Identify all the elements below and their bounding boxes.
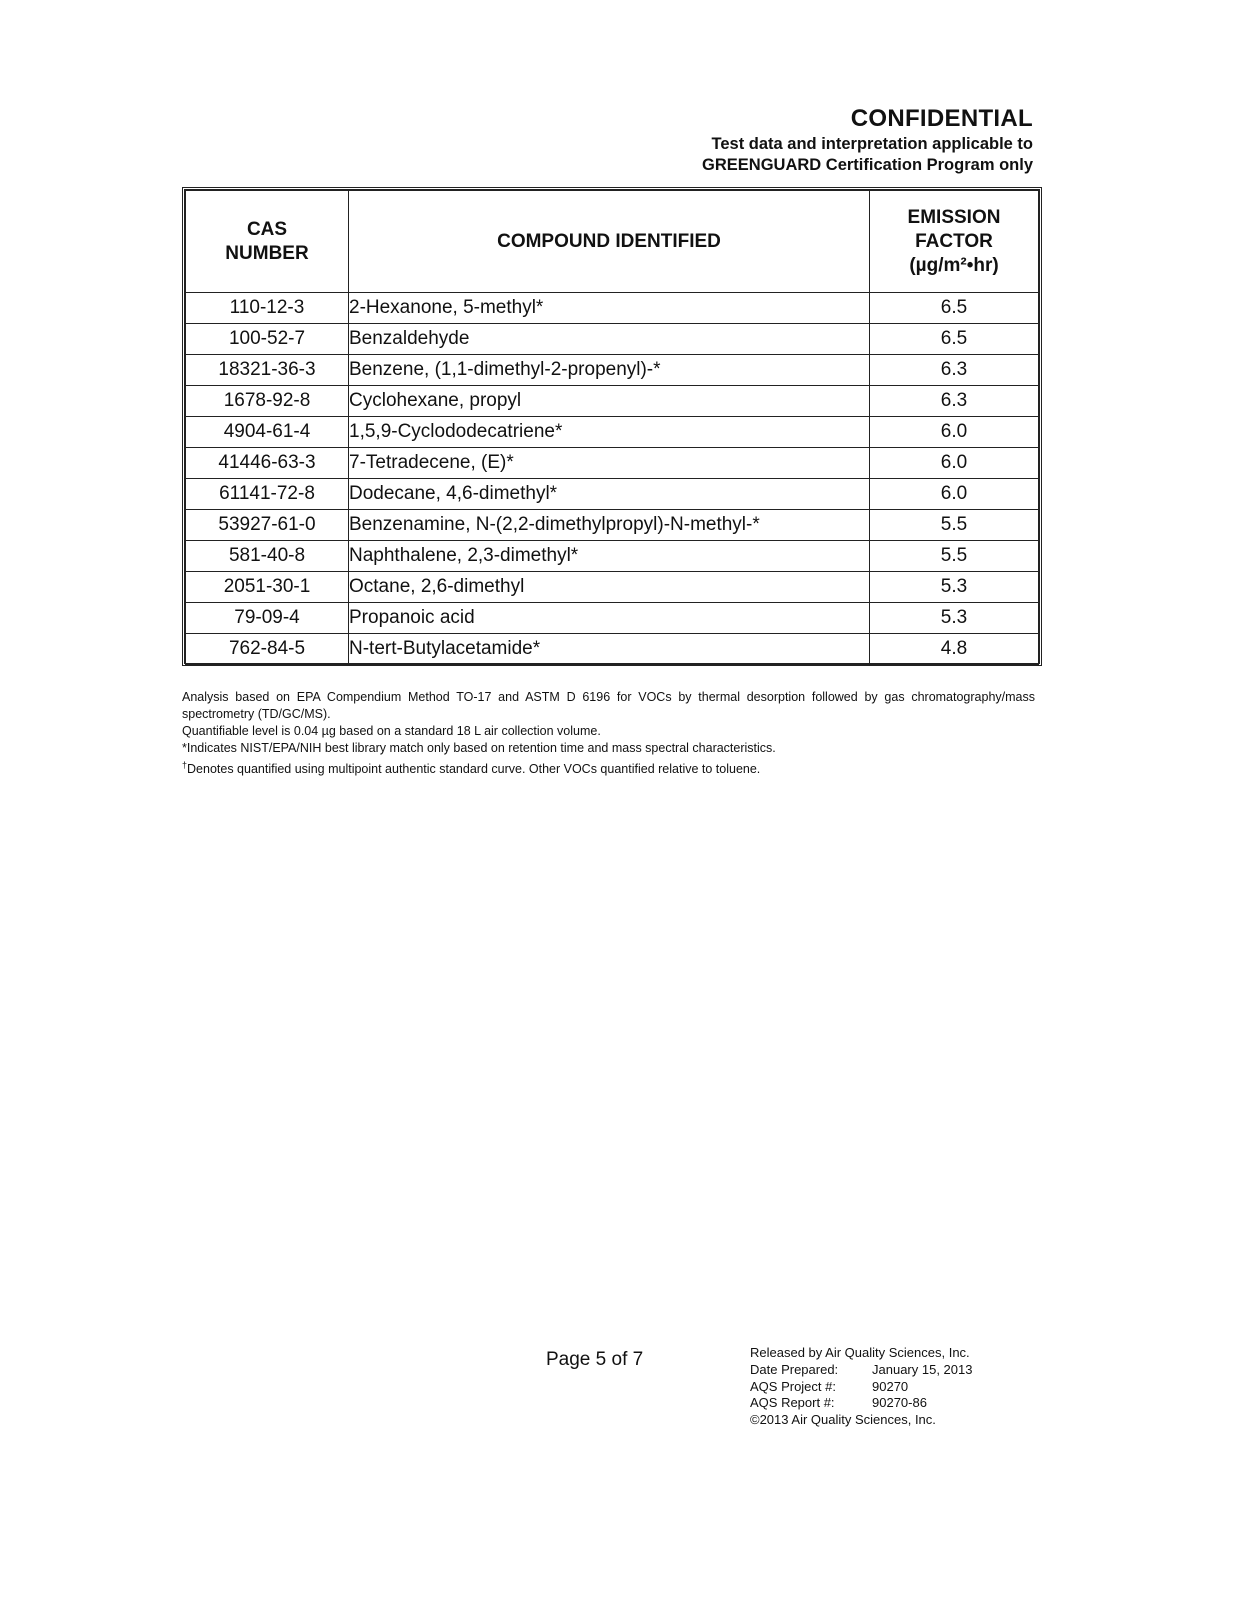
quantifiable-level-note: Quantifiable level is 0.04 µg based on a standard 18 L air collection volume.: [182, 724, 601, 738]
confidential-subtitle-line1: Test data and interpretation applicable to: [711, 135, 1033, 153]
cas-cell: 1678-92-8: [186, 386, 349, 417]
released-by: Released by Air Quality Sciences, Inc.: [750, 1345, 970, 1360]
factor-cell: 6.0: [870, 417, 1039, 448]
table-row: [186, 386, 1039, 417]
compound-cell: Benzaldehyde: [349, 324, 870, 355]
report-label: AQS Report #:: [750, 1395, 835, 1411]
cas-cell: 581-40-8: [186, 541, 349, 572]
table-row: [186, 510, 1039, 541]
confidential-subtitle-line2: GREENGUARD Certification Program only: [702, 156, 1033, 174]
table-row: [186, 324, 1039, 355]
method-note: Analysis based on EPA Compendium Method TO-17 and ASTM D 6196 for VOCs by thermal desorption followed by gas chromatography/mass spectrometry (TD/GC/MS).: [182, 690, 1035, 721]
emission-table: [185, 190, 1039, 665]
confidential-header: [702, 104, 1033, 176]
compound-cell: Benzene, (1,1-dimethyl-2-propenyl)-*: [349, 355, 870, 386]
release-info: [750, 1345, 972, 1429]
factor-cell: 6.3: [870, 355, 1039, 386]
emission-factor-header: EMISSION FACTOR (µg/m²•hr): [870, 191, 1039, 293]
table-row: [186, 572, 1039, 603]
analysis-notes: [182, 689, 1035, 778]
compound-cell: N-tert-Butylacetamide*: [349, 634, 870, 665]
library-match-note: *Indicates NIST/EPA/NIH best library match only based on retention time and mass spectral characteristics.: [182, 741, 776, 755]
cas-cell: 4904-61-4: [186, 417, 349, 448]
cas-cell: 41446-63-3: [186, 448, 349, 479]
report-row: [750, 1395, 972, 1412]
table-row: [186, 355, 1039, 386]
table-row: [186, 634, 1039, 665]
cas-number-header: CAS NUMBER: [186, 191, 349, 293]
confidential-title: CONFIDENTIAL: [850, 105, 1033, 132]
factor-cell: 5.3: [870, 603, 1039, 634]
factor-cell: 6.5: [870, 324, 1039, 355]
table-row: [186, 448, 1039, 479]
table-row: [186, 293, 1039, 324]
compound-cell: 7-Tetradecene, (E)*: [349, 448, 870, 479]
table-row: [186, 479, 1039, 510]
compound-cell: Benzenamine, N-(2,2-dimethylpropyl)-N-methyl-*: [349, 510, 870, 541]
cas-cell: 2051-30-1: [186, 572, 349, 603]
table-row: [186, 603, 1039, 634]
factor-cell: 6.0: [870, 479, 1039, 510]
factor-cell: 5.5: [870, 541, 1039, 572]
table-header-row: [186, 191, 1039, 293]
factor-cell: 6.3: [870, 386, 1039, 417]
compound-cell: Cyclohexane, propyl: [349, 386, 870, 417]
cas-cell: 61141-72-8: [186, 479, 349, 510]
date-prepared-row: [750, 1362, 972, 1379]
date-prepared-label: Date Prepared:: [750, 1361, 839, 1377]
date-prepared-value: January 15, 2013: [872, 1361, 973, 1377]
page-number: Page 5 of 7: [546, 1349, 644, 1370]
cas-cell: 53927-61-0: [186, 510, 349, 541]
compound-cell: Naphthalene, 2,3-dimethyl*: [349, 541, 870, 572]
cas-cell: 762-84-5: [186, 634, 349, 665]
dagger-mark: †: [182, 760, 188, 770]
cas-cell: 79-09-4: [186, 603, 349, 634]
compound-cell: 2-Hexanone, 5-methyl*: [349, 293, 870, 324]
table-row: [186, 541, 1039, 572]
compound-cell: Octane, 2,6-dimethyl: [349, 572, 870, 603]
standard-curve-note: †Denotes quantified using multipoint authentic standard curve. Other VOCs quantified relative to toluene.: [182, 760, 761, 777]
cas-cell: 18321-36-3: [186, 355, 349, 386]
compound-header: COMPOUND IDENTIFIED: [349, 191, 870, 293]
project-row: [750, 1379, 972, 1396]
cas-cell: 110-12-3: [186, 293, 349, 324]
copyright: ©2013 Air Quality Sciences, Inc.: [750, 1412, 936, 1428]
compound-cell: 1,5,9-Cyclododecatriene*: [349, 417, 870, 448]
compound-cell: Propanoic acid: [349, 603, 870, 634]
project-label: AQS Project #:: [750, 1378, 836, 1394]
factor-cell: 4.8: [870, 634, 1039, 665]
project-value: 90270: [872, 1378, 909, 1394]
factor-cell: 5.5: [870, 510, 1039, 541]
cas-cell: 100-52-7: [186, 324, 349, 355]
factor-cell: 6.5: [870, 293, 1039, 324]
compound-cell: Dodecane, 4,6-dimethyl*: [349, 479, 870, 510]
factor-cell: 6.0: [870, 448, 1039, 479]
table-row: [186, 417, 1039, 448]
emission-table-frame: [182, 187, 1042, 666]
factor-cell: 5.3: [870, 572, 1039, 603]
report-value: 90270-86: [872, 1395, 927, 1411]
